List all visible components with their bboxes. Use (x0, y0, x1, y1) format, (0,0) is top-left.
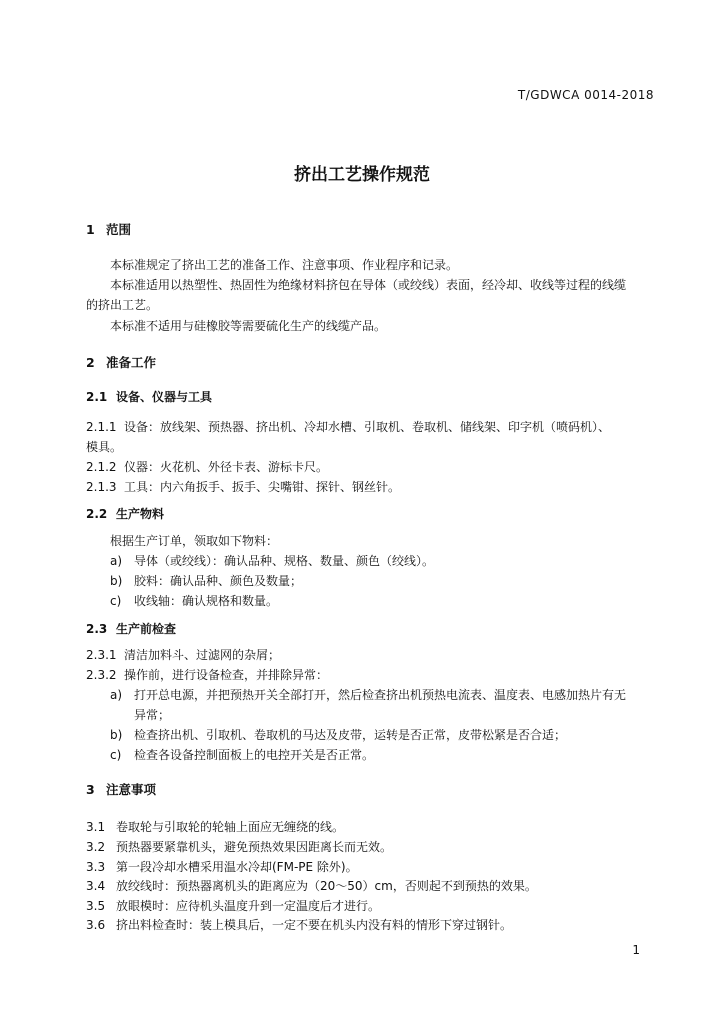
clause-number: 3.2 (86, 840, 106, 854)
list-text: 检查各设备控制面板上的电控开关是否正常。 (134, 748, 375, 762)
clause-number: 3.5 (86, 899, 106, 913)
list-item (110, 746, 374, 763)
clause-text: 预热器要紧靠机头，避免预热效果因距离长而无效。 (116, 840, 393, 854)
paragraph: 本标准适用以热塑性、热固性为绝缘材料挤包在导体（或绞线）表面，经冷却、收线等过程的线缆 (110, 278, 627, 292)
section-2-heading (86, 353, 156, 371)
section-title: 注意事项 (106, 782, 157, 797)
clause-text: 卷取轮与引取轮的轮轴上面应无缠绕的线。 (116, 820, 345, 834)
section-number: 1 (86, 222, 95, 237)
section-title: 范围 (106, 222, 132, 237)
clause-text: 放绞线时：预热器离机头的距离应为（20～50）cm，否则起不到预热的效果。 (116, 879, 537, 893)
clause-text: 清洁加料斗、过滤网的杂屑； (124, 648, 281, 662)
clause-2-3-2 (86, 666, 328, 683)
list-label: c) (110, 594, 122, 608)
clause-2-3-1 (86, 646, 280, 663)
clause-3-2 (86, 838, 392, 855)
clause-text: 操作前，进行设备检查，并排除异常： (124, 668, 329, 682)
clause-3-6 (86, 916, 512, 933)
clause-3-3 (86, 858, 358, 875)
clause-number: 2.1.2 (86, 460, 117, 474)
clause-number: 2.1.3 (86, 480, 117, 494)
subsection-2-3-heading (86, 620, 176, 637)
list-label: b) (110, 728, 123, 742)
document-title: 挤出工艺操作规范 (294, 165, 430, 185)
subsection-number: 2.1 (86, 390, 108, 404)
list-item (110, 552, 434, 569)
clause-2-1-1 (86, 418, 610, 435)
list-label: b) (110, 574, 123, 588)
paragraph: 本标准不适用与硅橡胶等需要硫化生产的线缆产品。 (110, 319, 387, 333)
list-text: 检查挤出机、引取机、卷取机的马达及皮带，运转是否正常，皮带松紧是否合适； (134, 728, 567, 742)
clause-text: 挤出料检查时：装上模具后，一定不要在机头内没有料的情形下穿过钢针。 (116, 918, 513, 932)
section-title: 准备工作 (106, 355, 157, 370)
paragraph: 本标准规定了挤出工艺的准备工作、注意事项、作业程序和记录。 (110, 258, 459, 272)
section-1-heading (86, 220, 131, 238)
list-item-continued: 异常； (134, 708, 171, 722)
subsection-number: 2.2 (86, 507, 108, 521)
list-label: a) (110, 688, 123, 702)
list-text: 导体（或绞线）：确认品种、规格、数量、颜色（绞线）。 (134, 554, 435, 568)
paragraph-continued: 的挤出工艺。 (86, 298, 159, 312)
clause-2-1-2 (86, 458, 328, 475)
subsection-title: 设备、仪器与工具 (116, 390, 213, 404)
clause-2-1-3 (86, 478, 400, 495)
clause-3-4 (86, 877, 537, 894)
clause-number: 3.1 (86, 820, 106, 834)
clause-3-5 (86, 897, 380, 914)
subsection-2-2-heading (86, 505, 164, 522)
list-item (110, 726, 566, 743)
clause-number: 2.1.1 (86, 420, 117, 434)
list-item (110, 686, 626, 703)
list-label: c) (110, 748, 122, 762)
clause-number: 3.6 (86, 918, 106, 932)
clause-number: 2.3.2 (86, 668, 117, 682)
list-text: 打开总电源，并把预热开关全部打开，然后检查挤出机预热电流表、温度表、电感加热片有无 (134, 688, 627, 702)
clause-text: 仪器：火花机、外径卡表、游标卡尺。 (124, 460, 329, 474)
clause-text: 设备：放线架、预热器、挤出机、冷却水槽、引取机、卷取机、储线架、印字机（喷码机）、 (124, 420, 611, 434)
subsection-number: 2.3 (86, 622, 108, 636)
list-item (110, 592, 278, 609)
clause-number: 2.3.1 (86, 648, 117, 662)
clause-continued: 模具。 (86, 440, 123, 454)
paragraph: 根据生产订单，领取如下物料： (110, 534, 279, 548)
clause-number: 3.3 (86, 860, 106, 874)
section-number: 3 (86, 782, 95, 797)
list-text: 收线轴：确认规格和数量。 (134, 594, 279, 608)
subsection-2-1-heading (86, 388, 212, 405)
clause-text: 工具：内六角扳手、扳手、尖嘴钳、探针、钢丝针。 (124, 480, 401, 494)
subsection-title: 生产前检查 (116, 622, 177, 636)
list-item (110, 572, 302, 589)
section-number: 2 (86, 355, 95, 370)
clause-3-1 (86, 818, 344, 835)
page-number: 1 (632, 943, 640, 957)
list-text: 胶料：确认品种、颜色及数量； (134, 574, 303, 588)
clause-text: 放眼模时：应待机头温度升到一定温度后才进行。 (116, 899, 381, 913)
clause-number: 3.4 (86, 879, 106, 893)
standard-code: T/GDWCA 0014-2018 (517, 88, 654, 102)
section-3-heading (86, 780, 156, 798)
subsection-title: 生产物料 (116, 507, 165, 521)
list-label: a) (110, 554, 123, 568)
clause-text: 第一段冷却水槽采用温水冷却(FM-PE 除外)。 (116, 860, 358, 874)
